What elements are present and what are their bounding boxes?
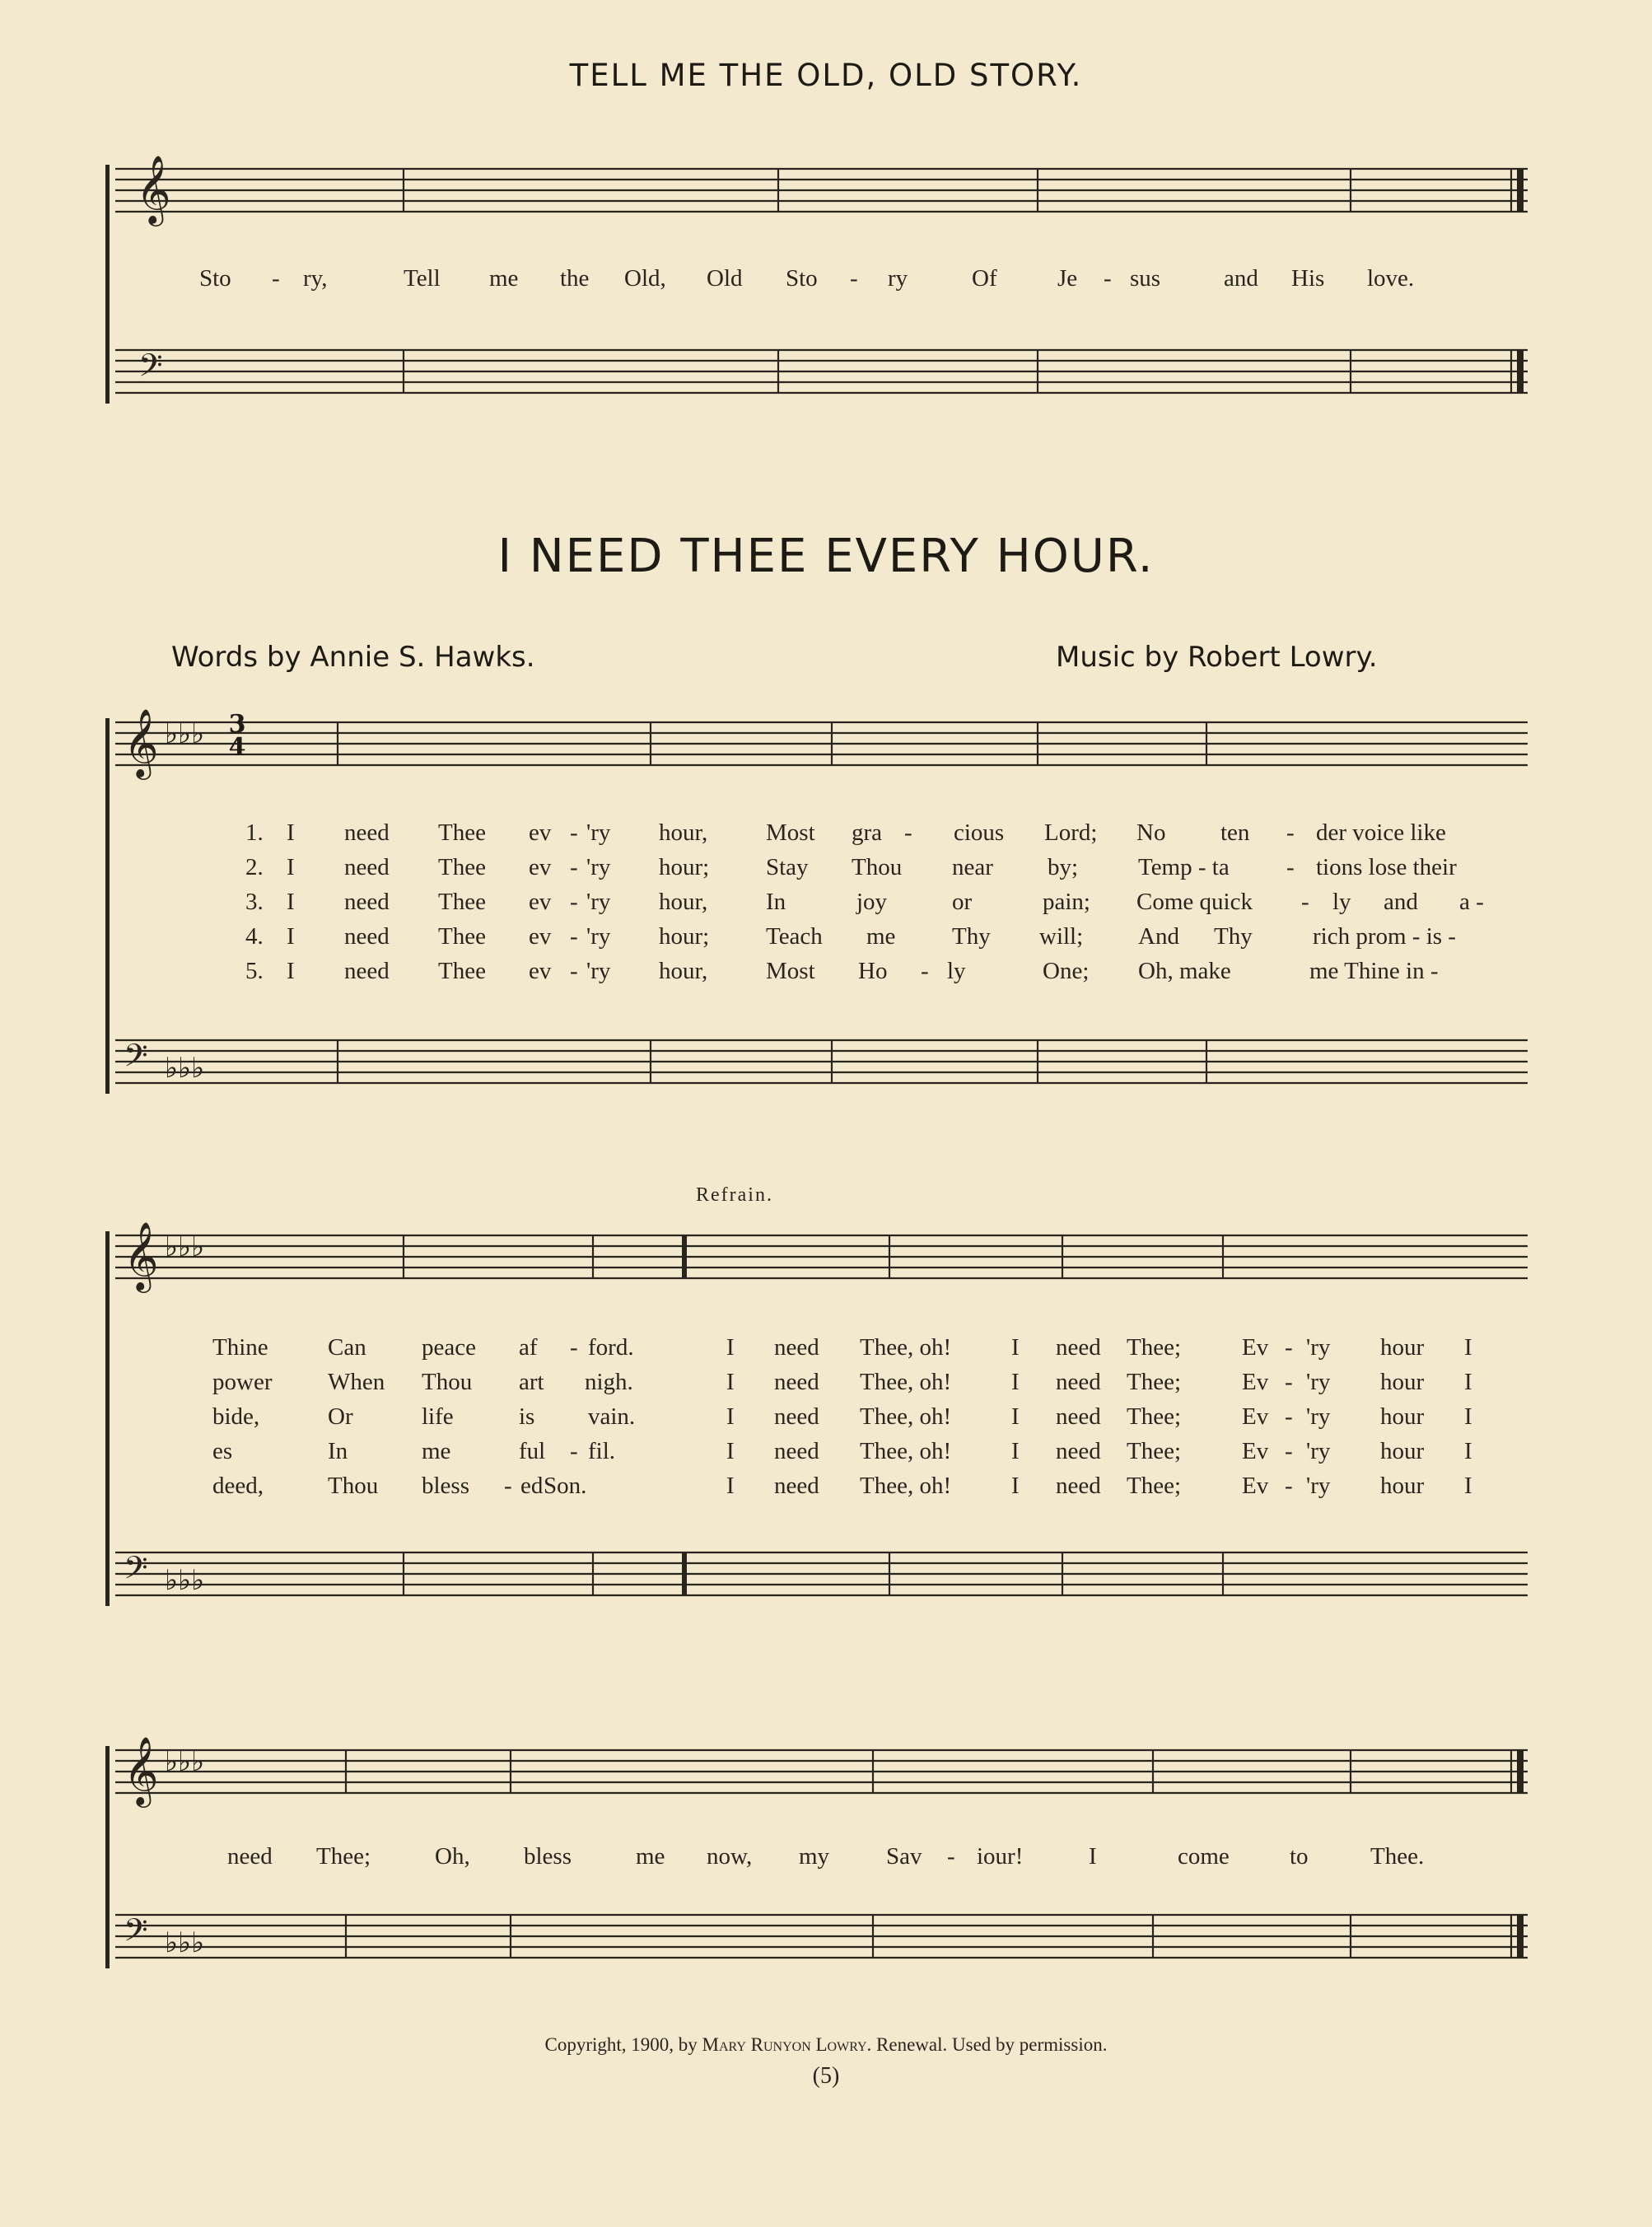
- lyric: der voice like: [1316, 819, 1446, 846]
- lyric: joy: [856, 889, 888, 915]
- lyric: -: [1286, 854, 1295, 880]
- section1-title: TELL ME THE OLD, OLD STORY.: [569, 58, 1083, 93]
- time-signature: [225, 710, 250, 762]
- lyric: I: [1464, 1473, 1472, 1499]
- lyric: Tell: [404, 265, 441, 292]
- lyric: -: [570, 854, 578, 880]
- lyric: -: [570, 1334, 578, 1361]
- lyric: ly: [947, 958, 966, 984]
- section1-treble-staff: [0, 154, 1652, 223]
- lyric: I: [1089, 1843, 1097, 1870]
- lyric: Ev: [1242, 1438, 1269, 1464]
- lyric: Ev: [1242, 1473, 1269, 1499]
- lyric: -: [570, 889, 578, 915]
- lyric: need: [774, 1369, 819, 1395]
- lyric: -: [921, 958, 929, 984]
- lyric: Thee: [438, 889, 486, 915]
- lyric: rich prom - is -: [1313, 923, 1456, 950]
- lyric: hour: [1380, 1334, 1425, 1361]
- lyric: ful: [519, 1438, 546, 1464]
- lyric: 'ry: [1306, 1403, 1331, 1430]
- words-credit: Words by Annie S. Hawks.: [171, 641, 535, 674]
- lyric: Je: [1057, 265, 1078, 292]
- system2-lyrics: [0, 1334, 1652, 1507]
- copyright-holder: Mary Runyon Lowry.: [702, 2034, 872, 2055]
- lyric: to: [1290, 1843, 1309, 1870]
- lyric: 'ry: [1306, 1473, 1331, 1499]
- lyric: I: [1464, 1403, 1472, 1430]
- lyric: -: [570, 958, 578, 984]
- lyric: Thee, oh!: [860, 1403, 952, 1430]
- lyric: Thee, oh!: [860, 1334, 952, 1361]
- lyric: need: [1056, 1438, 1101, 1464]
- lyric: 'ry: [586, 854, 611, 880]
- lyric: Old,: [624, 265, 666, 292]
- lyric: power: [212, 1369, 273, 1395]
- lyric: ev: [529, 819, 552, 846]
- verse-number: 5.: [245, 958, 264, 984]
- lyric: -: [570, 819, 578, 846]
- lyric: I: [726, 1369, 735, 1395]
- lyric: 'ry: [1306, 1438, 1331, 1464]
- lyric: I: [1011, 1369, 1020, 1395]
- lyric: near: [952, 854, 993, 880]
- section1-system-bracket: [105, 165, 110, 404]
- lyric: I: [287, 889, 295, 915]
- lyric: I: [1464, 1334, 1472, 1361]
- lyric: need: [344, 854, 390, 880]
- lyric: Thou: [422, 1369, 473, 1395]
- lyric: pain;: [1043, 889, 1090, 915]
- lyric: -: [504, 1473, 512, 1499]
- lyric: and: [1224, 265, 1258, 292]
- lyric: -: [272, 265, 280, 292]
- lyric: hour: [1380, 1438, 1425, 1464]
- lyric: Thee.: [1370, 1843, 1425, 1870]
- lyric: -: [1285, 1369, 1293, 1395]
- lyric: iour!: [977, 1843, 1024, 1870]
- lyric: -: [570, 923, 578, 950]
- lyric: by;: [1048, 854, 1079, 880]
- lyric: Can: [328, 1334, 366, 1361]
- section1-bass-staff: [0, 346, 1652, 404]
- lyric: I: [1464, 1438, 1472, 1464]
- lyric: af: [519, 1334, 538, 1361]
- lyric: I: [726, 1473, 735, 1499]
- svg-text:♭♭♭: ♭♭♭: [165, 1564, 205, 1597]
- time-signature-top: 3: [228, 710, 246, 739]
- lyric: me: [866, 923, 896, 950]
- page-number: (5): [812, 2063, 840, 2089]
- lyric: Thee: [438, 854, 486, 880]
- lyric: love.: [1367, 265, 1415, 292]
- lyric: -: [947, 1843, 955, 1870]
- lyric: Thee: [438, 819, 486, 846]
- lyric: come: [1178, 1843, 1230, 1870]
- lyric: Thee;: [1127, 1403, 1182, 1430]
- lyric: I: [726, 1403, 735, 1430]
- section1-lyrics: [0, 265, 1652, 298]
- lyric: I: [287, 923, 295, 950]
- system1-bass-staff: [0, 1036, 1652, 1094]
- verse-number: 3.: [245, 889, 264, 915]
- lyric: me: [636, 1843, 665, 1870]
- system3-bass-staff: [0, 1911, 1652, 1968]
- lyric: cious: [954, 819, 1005, 846]
- svg-text:𝄢: 𝄢: [124, 1037, 148, 1081]
- lyric: Ev: [1242, 1369, 1269, 1395]
- lyric: now,: [707, 1843, 753, 1870]
- lyric: ford.: [588, 1334, 634, 1361]
- lyric: Son.: [544, 1473, 587, 1499]
- lyric: In: [766, 889, 786, 915]
- lyric: 'ry: [586, 923, 611, 950]
- lyric: Ho: [858, 958, 888, 984]
- lyric: Thee;: [316, 1843, 371, 1870]
- time-signature-bottom: 4: [228, 733, 246, 762]
- lyric: need: [774, 1403, 819, 1430]
- verse-number: 2.: [245, 854, 264, 880]
- lyric: -: [570, 1438, 578, 1464]
- lyric: Thee: [438, 958, 486, 984]
- lyric: bless: [524, 1843, 572, 1870]
- lyric: I: [726, 1334, 735, 1361]
- lyric: life: [422, 1403, 454, 1430]
- lyric: Thee;: [1127, 1334, 1182, 1361]
- lyric: ry,: [303, 265, 328, 292]
- lyric: es: [212, 1438, 233, 1464]
- lyric: Sav: [886, 1843, 922, 1870]
- lyric: I: [1011, 1438, 1020, 1464]
- system1-bracket: [105, 718, 110, 1094]
- lyric: I: [1011, 1403, 1020, 1430]
- system1-lyrics: [0, 819, 1652, 992]
- lyric: need: [344, 819, 390, 846]
- lyric: deed,: [212, 1473, 264, 1499]
- lyric: I: [287, 819, 295, 846]
- lyric: need: [344, 958, 390, 984]
- lyric: Temp - ta: [1138, 854, 1230, 880]
- system2-bracket: [105, 1231, 110, 1606]
- lyric: Stay: [766, 854, 809, 880]
- lyric: Oh, make: [1138, 958, 1231, 984]
- lyric: hour,: [659, 958, 708, 984]
- lyric: hour;: [659, 923, 710, 950]
- lyric: me: [489, 265, 519, 292]
- lyric: need: [344, 889, 390, 915]
- lyric: Teach: [766, 923, 823, 950]
- lyric: I: [1011, 1473, 1020, 1499]
- lyric: Most: [766, 819, 815, 846]
- lyric: Oh,: [435, 1843, 470, 1870]
- lyric: Thine: [212, 1334, 268, 1361]
- lyric: Come quick: [1136, 889, 1253, 915]
- lyric: Thee, oh!: [860, 1473, 952, 1499]
- lyric: Thy: [952, 923, 991, 950]
- lyric: ly: [1332, 889, 1351, 915]
- svg-text:𝄞: 𝄞: [124, 1221, 159, 1290]
- lyric: peace: [422, 1334, 476, 1361]
- lyric: Most: [766, 958, 815, 984]
- system2-treble-staff: [0, 1221, 1652, 1290]
- music-credit: Music by Robert Lowry.: [1056, 641, 1378, 674]
- lyric: tions lose their: [1316, 854, 1457, 880]
- lyric: Thee, oh!: [860, 1438, 952, 1464]
- lyric: ev: [529, 854, 552, 880]
- lyric: -: [1285, 1473, 1293, 1499]
- svg-text:𝄢: 𝄢: [124, 1549, 148, 1594]
- system3-bracket: [105, 1746, 110, 1968]
- verse-number: 4.: [245, 923, 264, 950]
- lyric: hour: [1380, 1403, 1425, 1430]
- lyric: ed: [520, 1473, 544, 1499]
- lyric: ev: [529, 923, 552, 950]
- lyric: Thou: [328, 1473, 379, 1499]
- lyric: will;: [1039, 923, 1084, 950]
- lyric: need: [774, 1438, 819, 1464]
- lyric: fil.: [588, 1438, 616, 1464]
- lyric: Ev: [1242, 1334, 1269, 1361]
- lyric: need: [227, 1843, 273, 1870]
- lyric: -: [1286, 819, 1295, 846]
- lyric: sus: [1130, 265, 1161, 292]
- lyric: need: [774, 1473, 819, 1499]
- lyric: hour: [1380, 1369, 1425, 1395]
- lyric: Thou: [852, 854, 903, 880]
- svg-text:𝄢: 𝄢: [138, 347, 163, 391]
- lyric: need: [1056, 1403, 1101, 1430]
- lyric: hour,: [659, 889, 708, 915]
- lyric: And: [1138, 923, 1179, 950]
- lyric: -: [1104, 265, 1112, 292]
- lyric: gra: [852, 819, 883, 846]
- lyric: ev: [529, 958, 552, 984]
- lyric: need: [1056, 1473, 1101, 1499]
- svg-text:♭♭♭: ♭♭♭: [165, 1230, 205, 1263]
- svg-text:𝄞: 𝄞: [124, 1735, 159, 1804]
- lyric: ten: [1220, 819, 1250, 846]
- refrain-label: Refrain.: [696, 1184, 773, 1206]
- lyric: hour,: [659, 819, 708, 846]
- svg-text:♭♭♭: ♭♭♭: [165, 1052, 205, 1085]
- lyric: is: [519, 1403, 535, 1430]
- copyright-prefix: Copyright, 1900, by: [544, 2034, 698, 2055]
- lyric: a -: [1459, 889, 1484, 915]
- lyric: Old: [707, 265, 743, 292]
- lyric: Of: [972, 265, 997, 292]
- lyric: I: [1011, 1334, 1020, 1361]
- lyric: 'ry: [586, 958, 611, 984]
- lyric: vain.: [588, 1403, 636, 1430]
- lyric: or: [952, 889, 973, 915]
- svg-text:♭♭♭: ♭♭♭: [165, 1745, 205, 1778]
- copyright-suffix: Renewal. Used by permission.: [876, 2034, 1108, 2055]
- lyric: Thy: [1214, 923, 1253, 950]
- lyric: 'ry: [586, 819, 611, 846]
- svg-text:♭♭♭: ♭♭♭: [165, 717, 205, 750]
- svg-text:𝄞: 𝄞: [136, 154, 171, 223]
- lyric: -: [904, 819, 912, 846]
- lyric: Thee: [438, 923, 486, 950]
- lyric: In: [328, 1438, 348, 1464]
- svg-text:♭♭♭: ♭♭♭: [165, 1926, 205, 1959]
- lyric: -: [1285, 1334, 1293, 1361]
- lyric: art: [519, 1369, 544, 1395]
- copyright-notice: [0, 2034, 1652, 2056]
- lyric: -: [1285, 1403, 1293, 1430]
- lyric: One;: [1043, 958, 1090, 984]
- system3-lyrics: [0, 1843, 1652, 1876]
- lyric: me Thine in -: [1309, 958, 1439, 984]
- lyric: 'ry: [586, 889, 611, 915]
- lyric: bide,: [212, 1403, 260, 1430]
- verse-number: 1.: [245, 819, 264, 846]
- lyric: hour: [1380, 1473, 1425, 1499]
- lyric: Thee;: [1127, 1369, 1182, 1395]
- system3-treble-staff: [0, 1735, 1652, 1804]
- lyric: hour;: [659, 854, 710, 880]
- lyric: Thee, oh!: [860, 1369, 952, 1395]
- lyric: ev: [529, 889, 552, 915]
- lyric: and: [1384, 889, 1418, 915]
- lyric: need: [1056, 1334, 1101, 1361]
- section2-title: I NEED THEE EVERY HOUR.: [497, 530, 1155, 583]
- lyric: I: [287, 958, 295, 984]
- lyric: Thee;: [1127, 1438, 1182, 1464]
- lyric: ry: [888, 265, 908, 292]
- lyric: Sto: [199, 265, 231, 292]
- lyric: 'ry: [1306, 1334, 1331, 1361]
- lyric: Lord;: [1044, 819, 1098, 846]
- svg-text:𝄢: 𝄢: [124, 1912, 148, 1956]
- svg-text:𝄞: 𝄞: [124, 707, 159, 777]
- lyric: His: [1291, 265, 1325, 292]
- lyric: the: [560, 265, 590, 292]
- lyric: 'ry: [1306, 1369, 1331, 1395]
- lyric: I: [287, 854, 295, 880]
- lyric: Ev: [1242, 1403, 1269, 1430]
- lyric: When: [328, 1369, 385, 1395]
- lyric: nigh.: [585, 1369, 633, 1395]
- lyric: Sto: [786, 265, 818, 292]
- system2-bass-staff: [0, 1548, 1652, 1606]
- lyric: -: [850, 265, 858, 292]
- lyric: need: [344, 923, 390, 950]
- lyric: -: [1301, 889, 1309, 915]
- lyric: Or: [328, 1403, 353, 1430]
- lyric: need: [1056, 1369, 1101, 1395]
- lyric: I: [726, 1438, 735, 1464]
- lyric: my: [799, 1843, 830, 1870]
- lyric: bless: [422, 1473, 469, 1499]
- lyric: Thee;: [1127, 1473, 1182, 1499]
- lyric: need: [774, 1334, 819, 1361]
- lyric: No: [1136, 819, 1166, 846]
- lyric: me: [422, 1438, 451, 1464]
- lyric: I: [1464, 1369, 1472, 1395]
- lyric: -: [1285, 1438, 1293, 1464]
